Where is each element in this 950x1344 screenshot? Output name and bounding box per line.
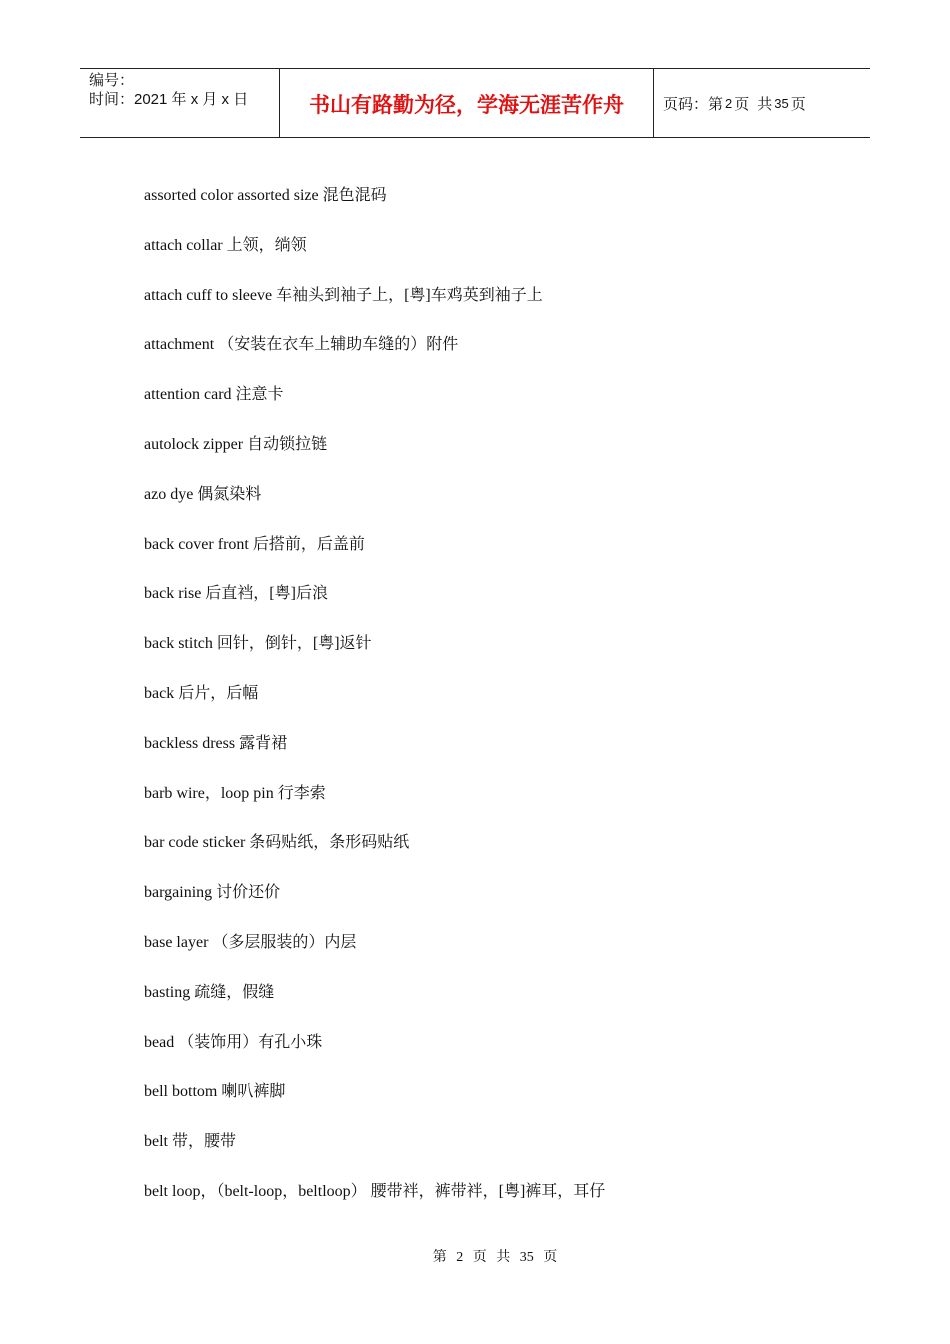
page-total: 35 (774, 96, 789, 111)
glossary-entry: bead （装饰用）有孔小珠 (144, 1033, 323, 1051)
glossary-entry: back cover front 后搭前，后盖前 (144, 535, 365, 553)
glossary-entry: attachment （安装在衣车上辅助车缝的）附件 (144, 336, 459, 354)
page-suffix: 页 (790, 96, 806, 113)
header-page-number (654, 69, 870, 137)
glossary-entry: back 后片，后幅 (144, 684, 259, 702)
glossary-entry: back rise 后直裆，[粤]后浪 (144, 585, 328, 603)
glossary-entry: bell bottom 喇叭裤脚 (144, 1083, 286, 1101)
glossary-entry: autolock zipper 自动锁拉链 (144, 435, 328, 453)
footer-total: 35 (519, 1250, 534, 1265)
glossary-list (144, 183, 605, 1229)
header-meta (80, 69, 280, 137)
header-motto: 书山有路勤为径，学海无涯苦作舟 (280, 69, 654, 137)
glossary-entry: attach cuff to sleeve 车袖头到袖子上，[粤]车鸡英到袖子上 (144, 286, 543, 304)
serial-label: 编号： (89, 72, 135, 89)
glossary-entry: basting 疏缝，假缝 (144, 983, 275, 1001)
glossary-entry: bar code sticker 条码贴纸，条形码贴纸 (144, 834, 410, 852)
glossary-entry: base layer （多层服装的）内层 (144, 933, 357, 951)
glossary-entry: azo dye 偶氮染料 (144, 485, 262, 503)
page-mid: 页 (734, 96, 750, 113)
glossary-entry: barb wire，loop pin 行李索 (144, 784, 326, 802)
footer-ye: 页 (472, 1250, 487, 1265)
footer-di: 第 (432, 1250, 447, 1265)
footer-ye2: 页 (543, 1250, 558, 1265)
glossary-entry: back stitch 回针，倒针，[粤]返针 (144, 635, 372, 653)
glossary-entry: belt loop，（belt-loop，beltloop） 腰带袢，裤带袢，[粤]裤耳，耳仔 (144, 1182, 606, 1200)
page-prefix: 页码：第 (663, 96, 724, 113)
glossary-entry: bargaining 讨价还价 (144, 884, 281, 902)
glossary-entry: assorted color assorted size 混色混码 (144, 187, 387, 204)
glossary-entry: belt 带，腰带 (144, 1133, 236, 1151)
footer-gong: 共 (496, 1250, 511, 1265)
page-footer (0, 1246, 950, 1266)
glossary-entry: attach collar 上领，绱领 (144, 236, 307, 254)
footer-page: 2 (456, 1250, 464, 1265)
glossary-entry: backless dress 露背裙 (144, 734, 288, 752)
glossary-entry: attention card 注意卡 (144, 386, 284, 404)
page-total-prefix: 共 (757, 96, 773, 113)
page-current: 2 (725, 96, 733, 111)
time-label: 时间：2021 年 x 月 x 日 (89, 91, 249, 108)
page-header (80, 68, 870, 138)
